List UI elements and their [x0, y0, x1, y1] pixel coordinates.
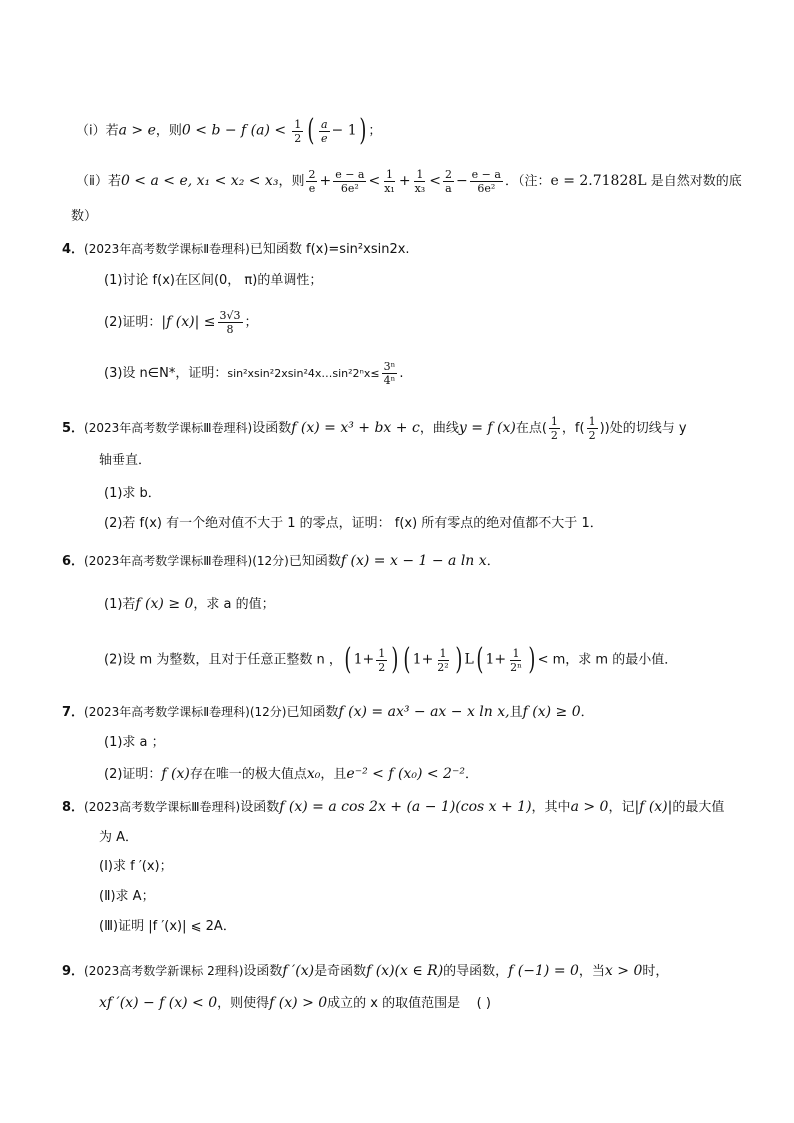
q7-sub2-expr3: e⁻² < f (x₀) < 2⁻²: [346, 766, 465, 782]
q5-stem-c: 在点(: [515, 421, 547, 436]
q7-sub2-end: ．: [464, 767, 478, 782]
q8-sub3: (Ⅲ)证明 |f ′(x)| ⩽ 2A．: [99, 919, 236, 934]
q9-stem: [62, 962, 668, 981]
q3-part-i-end: ；: [368, 123, 382, 139]
q5-point-arg: $\frac{1}{2}$: [588, 415, 596, 442]
q4-stem: [62, 240, 410, 259]
q9-stem-expr2: f (x)(x ∈ R): [366, 963, 444, 979]
q6-sub1-a: (1)若: [104, 597, 136, 612]
q4-sub2: [104, 309, 258, 336]
q8-stem-b: ，其中: [531, 800, 571, 815]
q4-sub3-end: .: [399, 366, 404, 381]
q7-sub2-a: (2)证明：: [104, 767, 162, 782]
q9-stem-d: ，当: [578, 964, 605, 979]
q3-note-e-value: e = 2.71828L: [550, 173, 647, 189]
q3-note-end: 数）: [71, 209, 98, 224]
q7-stem: [62, 703, 594, 722]
q3-part-i-minus-one: − 1: [331, 122, 357, 139]
q6-dots: L: [464, 651, 474, 668]
q4-sub3-label: (3)设 n∈N*，证明：: [104, 366, 228, 381]
q7-stem-text: 已知函数: [286, 705, 339, 720]
q6-sub1: [104, 595, 275, 614]
q7-sub1: (1)求 a ；: [104, 735, 165, 750]
q6-sub1-expr: f (x) ≥ 0: [135, 596, 194, 612]
q6-frac-3: $\frac{1}{\text{2ⁿ}}$: [510, 646, 522, 674]
q5-stem-expr: f (x) = x³ + bx + c: [291, 420, 420, 436]
q6-sub2-b: < m，求 m 的最小值．: [537, 652, 678, 668]
q3-frac-5: $\frac{2}{a}$: [444, 168, 452, 195]
q9-stem-expr: f ′(x): [282, 963, 315, 979]
q4-sub3: [104, 360, 404, 387]
q4-source: (2023年高考数学课标Ⅱ卷理科): [84, 242, 250, 256]
q6-stem-text: 已知函数: [288, 554, 341, 569]
q9-line2: [99, 994, 491, 1013]
q8-stem-expr2: a > 0: [570, 799, 609, 815]
q5-stem-e: ))处的切线与 y: [599, 421, 687, 436]
q3-part-i-cond: a > e: [118, 122, 156, 139]
q9-stem-b: 是奇函数: [314, 964, 367, 979]
q5-stem-a: 设函数: [252, 421, 292, 436]
q9-line2-b: 成立的 x 的取值范围是: [327, 996, 461, 1011]
q8-stem: [62, 798, 724, 817]
q7-stem-expr: f (x) = ax³ − ax − x ln x,: [338, 704, 510, 720]
q5-stem-b: ，曲线: [419, 421, 459, 436]
q3-frac-6: $\frac{e - a}{\text{6e²}}$: [471, 168, 501, 195]
q6-sub1-b: ，求 a 的值；: [193, 597, 275, 612]
q8-sub2: (Ⅱ)求 A；: [99, 889, 155, 904]
q6-sub2-a: (2)设 m 为整数，且对于任意正整数 n ，: [104, 652, 342, 668]
q4-sub2-expr: |f (x)| ≤: [161, 314, 216, 330]
q6-score: (12分): [252, 554, 289, 568]
q5-source: (2023年高考数学课标Ⅲ卷理科): [84, 421, 253, 435]
q4-sub2-frac: $\frac{3√3}{8}$: [219, 309, 241, 336]
q6-source: (2023年高考数学课标Ⅲ卷理科): [84, 554, 253, 568]
q9-line2-expr2: f (x) > 0: [269, 995, 328, 1011]
q3-note-open: ．（注：: [504, 174, 551, 189]
q3-note-text: 是自然对数的底: [650, 174, 742, 189]
q6-stem: [62, 552, 500, 571]
q9-stem-expr4: x > 0: [604, 963, 643, 979]
q7-sub2: [104, 765, 478, 784]
q4-sub2-end: ；: [244, 315, 258, 330]
q5-stem-expr2: y = f (x): [458, 420, 516, 436]
q3-part-i-a-over-e: $\frac{a}{e}$: [320, 117, 328, 145]
q5-number: 5．: [62, 421, 85, 436]
q3-part-ii: （ⅱ）若0 < a < e, x₁ < x₂ < x₃，则 $\frac{2}{e}$ + $\frac{e - a}{\text{6e²}}$ < $\frac{1}{\text{x₁}}$ + $\frac{1}{\text{x₃}}$ < $\frac{2}{a}$ − $\frac{e - a}{\text{6e²}}$ ．（注：e = 2.71828L 是自然对数的底: [76, 168, 742, 195]
q8-stem-d: 的最大值: [672, 800, 725, 815]
q4-number: 4．: [62, 242, 85, 257]
q9-answer-blank: ( ): [476, 996, 491, 1011]
q8-stem-c: ，记: [608, 800, 635, 815]
q5-sub2: (2)若 f(x) 有一个绝对值不大于 1 的零点，证明： f(x) 所有零点的绝对值都不大于 1．: [104, 516, 603, 531]
q5-stem-line2: 轴垂直．: [99, 453, 152, 468]
q9-stem-e: 时，: [642, 964, 669, 979]
q8-stem-line2: 为 A．: [99, 830, 139, 845]
q7-number: 7．: [62, 705, 85, 720]
q7-stem-expr2: f (x) ≥ 0: [522, 704, 581, 720]
q7-sub2-c: ，且: [320, 767, 347, 782]
q8-stem-expr3: |f (x)|: [634, 799, 673, 815]
q9-source: (2023高考数学新课标 2理科): [84, 964, 244, 978]
q3-part-i-label: （ⅰ）若: [76, 123, 119, 139]
q6-sub2: (2)设 m 为整数，且对于任意正整数 n ，( 1+ $\frac{1}{2}$ ) ( 1+ $\frac{1}{\text{2²}}$ ) L( 1+ $\frac{1}{\text{2ⁿ}}$ ) < m，求 m 的最小值．: [104, 642, 678, 677]
q8-stem-expr: f (x) = a cos 2x + (a − 1)(cos x + 1): [279, 799, 532, 815]
q3-part-ii-cond: 0 < a < e, x₁ < x₂ < x₃: [120, 173, 279, 189]
q6-stem-expr: f (x) = x − 1 − a ln x: [340, 553, 487, 569]
q9-stem-a: 设函数: [243, 964, 283, 979]
q8-sub1: (Ⅰ)求 f ′(x)；: [99, 859, 173, 874]
q3-part-i: （ⅰ）若a > e，则0 < b − f (a) < $\frac{1}{2}$ ( $\frac{a}{e}$ − 1) ；: [76, 113, 382, 148]
q7-sub2-expr: f (x): [161, 766, 190, 782]
q4-stem-text: 已知函数 f(x)=sin²xsin2x.: [249, 242, 410, 257]
q5-sub1: (1)求 b．: [104, 486, 161, 501]
q7-source: (2023年高考数学课标Ⅱ卷理科): [84, 705, 250, 719]
q3-part-i-half: $\frac{1}{2}$: [294, 117, 302, 145]
q8-number: 8．: [62, 800, 85, 815]
q4-sub3-expr: sin²xsin²2xsin²4x…sin²2ⁿx≤: [227, 367, 380, 380]
q3-frac-4: $\frac{1}{\text{x₃}}$: [414, 168, 426, 195]
q5-stem: [62, 415, 687, 442]
q9-line2-a: ，则使得: [217, 996, 270, 1011]
q3-part-i-ineq: 0 < b − f (a) <: [181, 122, 287, 139]
q8-source: (2023高考数学课标Ⅲ卷理科): [84, 800, 241, 814]
q3-part-i-then: ，则: [155, 123, 182, 139]
q3-frac-2: $\frac{e - a}{\text{6e²}}$: [335, 168, 365, 195]
q8-stem-text: 设函数: [240, 800, 280, 815]
q6-frac-1: $\frac{1}{2}$: [378, 646, 386, 674]
q6-stem-end: ．: [486, 554, 500, 569]
q3-frac-3: $\frac{1}{\text{x₁}}$: [384, 168, 395, 195]
q5-point-x: $\frac{1}{2}$: [550, 415, 558, 442]
q7-score: (12分): [249, 705, 287, 719]
q6-frac-2: $\frac{1}{\text{2²}}$: [437, 646, 449, 674]
q9-line2-expr: xf ′(x) − f (x) < 0: [99, 995, 218, 1011]
q7-sub2-b: 存在唯一的极大值点: [189, 767, 307, 782]
q5-stem-d: ，f(: [561, 421, 585, 436]
q9-stem-expr3: f (−1) = 0: [508, 963, 579, 979]
q9-stem-c: 的导函数，: [443, 964, 509, 979]
q4-sub1: (1)讨论 f(x)在区间(0， π)的单调性；: [104, 273, 323, 288]
q4-sub2-label: (2)证明：: [104, 315, 162, 330]
q7-stem-b: 且: [509, 705, 523, 720]
q7-sub2-expr2: x₀: [306, 766, 321, 782]
q6-number: 6．: [62, 554, 85, 569]
q3-frac-1: $\frac{2}{e}$: [308, 168, 316, 195]
q4-sub3-frac: $\frac{\text{3ⁿ}}{\text{4ⁿ}}$: [383, 360, 396, 387]
q7-stem-end: ．: [580, 705, 594, 720]
q9-number: 9．: [62, 964, 85, 979]
q3-part-ii-label: （ⅱ）若: [76, 174, 121, 189]
q3-part-ii-then: ，则: [278, 174, 305, 189]
